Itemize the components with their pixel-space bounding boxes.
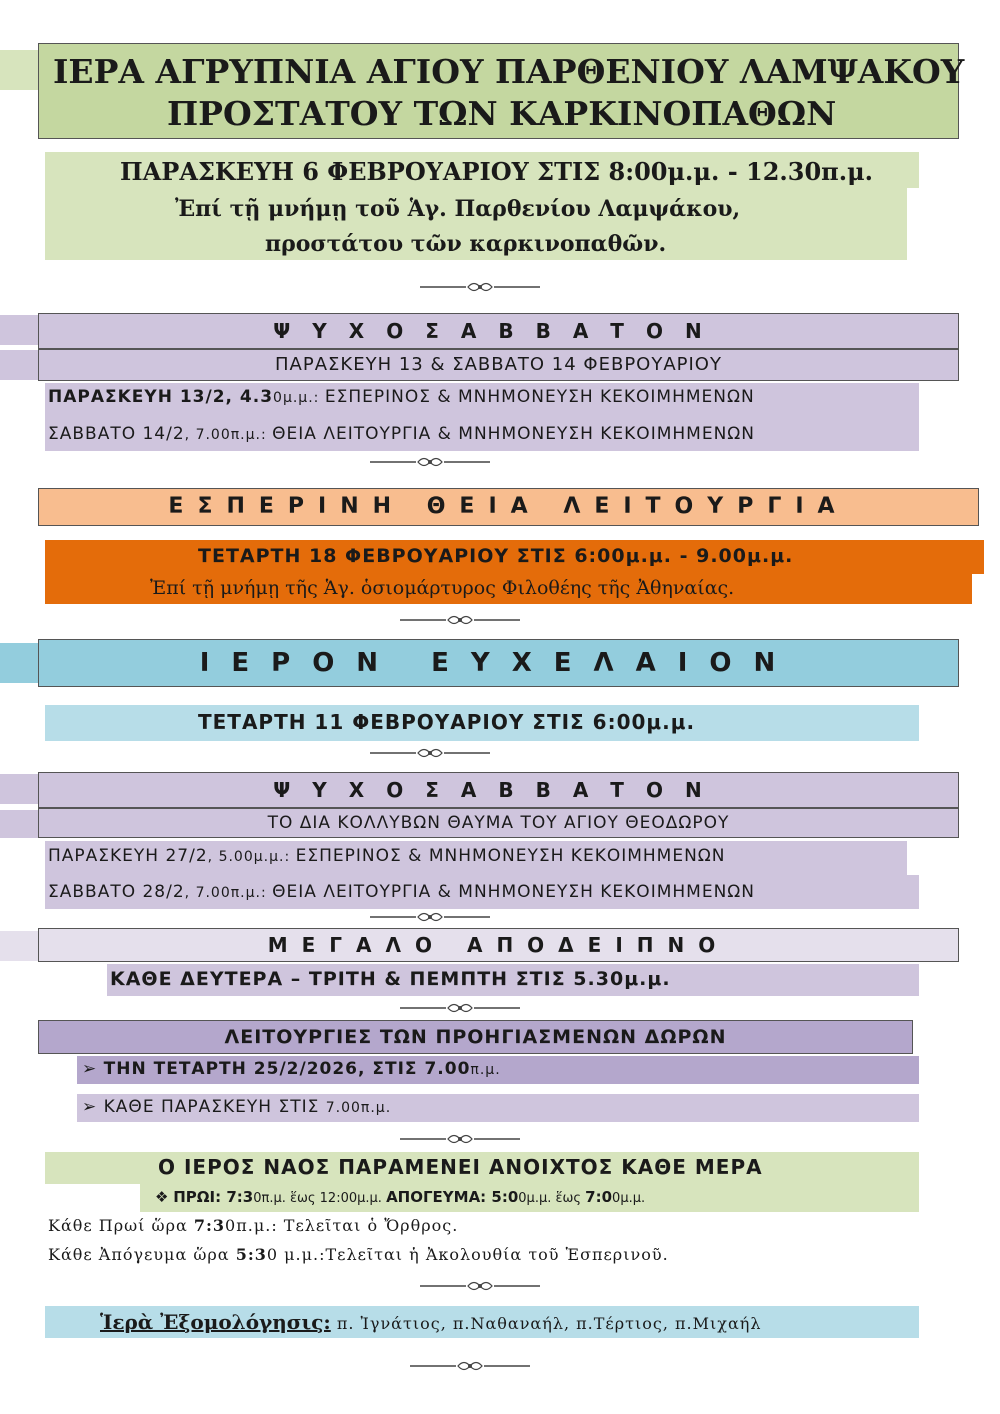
- left-accent-lavender-2: [0, 350, 38, 380]
- ornamental-divider-icon: [370, 455, 490, 469]
- arrow-bullet-icon: ➢: [82, 1097, 98, 1117]
- vigil-memory-line2: προστάτου τῶν καρκινοπαθῶν.: [265, 231, 667, 257]
- ornamental-divider-icon: [420, 280, 540, 294]
- presanctified-item1: ➢ ΤΗΝ ΤΕΤΑΡΤΗ 25/2/2026, ΣΤΙΣ 7.00π.μ.: [82, 1059, 501, 1079]
- psychosavvato1-subtitle: ΠΑΡΑΣΚΕΥΗ 13 & ΣΑΒΒΑΤΟ 14 ΦΕΒΡΟΥΑΡΙΟΥ: [275, 354, 722, 375]
- confession-priests: π. Ἰγνάτιος, π.Ναθαναήλ, π.Τέρτιος, π.Μιχαήλ: [330, 1314, 762, 1333]
- left-accent-lavender-3: [0, 774, 38, 804]
- psychosavvato1-title-box: [38, 313, 959, 349]
- presanctified-title-box: [38, 1020, 913, 1054]
- vigil-title-line1: ΙΕΡΑ ΑΓΡΥΠΝΙΑ ΑΓΙΟΥ ΠΑΡΘΕΝΙΟΥ ΛΑΜΨΑΚΟΥ: [53, 52, 965, 91]
- presanctified-item2: ➢ ΚΑΘΕ ΠΑΡΑΣΚΕΥΗ ΣΤΙΣ 7.00π.μ.: [82, 1097, 392, 1117]
- vigil-date: ΠΑΡΑΣΚΕΥΗ 6 ΦΕΒΡΟΥΑΡΙΟΥ ΣΤΙΣ 8:00μ.μ. - 12.30π.μ.: [120, 157, 873, 186]
- diamond-bullet-icon: ❖: [155, 1188, 169, 1206]
- psychosavvato1-line2: ΣΑΒΒΑΤΟ 14/2, 7.00π.μ.: ΘΕΙΑ ΛΕΙΤΟΥΡΓΙΑ & ΜΝΗΜΟΝΕΥΣΗ ΚΕΚΟΙΜΗΜΕΝΩΝ: [48, 424, 755, 444]
- euchelaion-title-box: [38, 639, 959, 687]
- left-accent-lavender-4: [0, 810, 38, 838]
- great-compline-schedule: ΚΑΘΕ ΔΕΥΤΕΡΑ – ΤΡΙΤΗ & ΠΕΜΠΤΗ ΣΤΙΣ 5.30μ.μ.: [110, 968, 671, 990]
- ornamental-divider-icon: [400, 613, 520, 627]
- great-compline-title: ΜΕΓΑΛΟ ΑΠΟΔΕΙΠΝΟ: [267, 933, 730, 957]
- psychosavvato2-title-box: [38, 772, 959, 808]
- psychosavvato1-subtitle-box: [38, 349, 959, 381]
- psychosavvato1-title: ΨΥΧΟΣΑΒΒΑΤΟΝ: [273, 319, 724, 343]
- open-church-hours: ❖ ΠΡΩΙ: 7:30π.μ. ἕως 12:00μ.μ. ΑΠΟΓΕΥΜΑ: 5:00μ.μ. ἕως 7:00μ.μ.: [155, 1188, 646, 1206]
- confession-label: Ἱερὰ Ἐξομολόγησις:: [100, 1310, 331, 1334]
- vigil-title-line2: ΠΡΟΣΤΑΤΟΥ ΤΩΝ ΚΑΡΚΙΝΟΠΑΘΩΝ: [167, 94, 837, 133]
- left-accent-lavender: [0, 315, 38, 345]
- ornamental-divider-icon: [420, 1279, 540, 1293]
- psychosavvato2-title: ΨΥΧΟΣΑΒΒΑΤΟΝ: [273, 778, 724, 802]
- left-accent-pale: [0, 931, 38, 961]
- ornamental-divider-icon: [400, 1001, 520, 1015]
- psychosavvato2-subtitle-box: [38, 808, 959, 838]
- ornamental-divider-icon: [410, 1359, 530, 1373]
- left-accent-teal: [0, 643, 38, 683]
- evening-liturgy-date: ΤΕΤΑΡΤΗ 18 ΦΕΒΡΟΥΑΡΙΟΥ ΣΤΙΣ 6:00μ.μ. - 9.00μ.μ.: [198, 545, 794, 567]
- psychosavvato2-subtitle: ΤΟ ΔΙΑ ΚΟΛΛΥΒΩΝ ΘΑΥΜΑ ΤΟΥ ΑΓΙΟΥ ΘΕΟΔΩΡΟΥ: [267, 813, 730, 833]
- vespers-line: Κάθε Ἀπόγευμα ὥρα 5:30 μ.μ.:Τελεῖται ἡ Ἀκολουθία τοῦ Ἑσπερινοῦ.: [48, 1245, 669, 1264]
- confession-line: [100, 1310, 761, 1334]
- open-church-title: Ο ΙΕΡΟΣ ΝΑΟΣ ΠΑΡΑΜΕΝΕΙ ΑΝΟΙΧΤΟΣ ΚΑΘΕ ΜΕΡΑ: [158, 1155, 763, 1179]
- evening-liturgy-memory: Ἐπί τῇ μνήμῃ τῆς Ἁγ. ὁσιομάρτυρος Φιλοθέης τῆς Ἀθηναίας.: [150, 577, 735, 599]
- vigil-title-box: [38, 43, 965, 139]
- psychosavvato2-line1: ΠΑΡΑΣΚΕΥΗ 27/2, 5.00μ.μ.: ΕΣΠΕΡΙΝΟΣ & ΜΝΗΜΟΝΕΥΣΗ ΚΕΚΟΙΜΗΜΕΝΩΝ: [48, 846, 726, 866]
- ornamental-divider-icon: [370, 910, 490, 924]
- left-accent-green: [0, 50, 38, 90]
- vigil-memory-line1: Ἐπί τῇ μνήμῃ τοῦ Ἁγ. Παρθενίου Λαμψάκου,: [175, 196, 741, 222]
- great-compline-title-box: [38, 928, 959, 962]
- psychosavvato2-line2: ΣΑΒΒΑΤΟ 28/2, 7.00π.μ.: ΘΕΙΑ ΛΕΙΤΟΥΡΓΙΑ & ΜΝΗΜΟΝΕΥΣΗ ΚΕΚΟΙΜΗΜΕΝΩΝ: [48, 882, 755, 902]
- arrow-bullet-icon: ➢: [82, 1059, 98, 1079]
- ornamental-divider-icon: [370, 746, 490, 760]
- ornamental-divider-icon: [400, 1132, 520, 1146]
- evening-liturgy-title-box: [38, 488, 979, 526]
- presanctified-title: ΛΕΙΤΟΥΡΓΙΕΣ ΤΩΝ ΠΡΟΗΓΙΑΣΜΕΝΩΝ ΔΩΡΩΝ: [224, 1026, 727, 1048]
- euchelaion-title: ΙΕΡΟΝ ΕΥΧΕΛΑΙΟΝ: [199, 648, 798, 678]
- psychosavvato1-line1: ΠΑΡΑΣΚΕΥΗ 13/2, 4.30μ.μ.: ΕΣΠΕΡΙΝΟΣ & ΜΝΗΜΟΝΕΥΣΗ ΚΕΚΟΙΜΗΜΕΝΩΝ: [48, 387, 755, 407]
- evening-liturgy-title: ΕΣΠΕΡΙΝΗ ΘΕΙΑ ΛΕΙΤΟΥΡΓΙΑ: [168, 494, 849, 519]
- orthros-line: Κάθε Πρωί ὥρα 7:30π.μ.: Τελεῖται ὁ Ὄρθρος.: [48, 1216, 459, 1235]
- euchelaion-date: ΤΕΤΑΡΤΗ 11 ΦΕΒΡΟΥΑΡΙΟΥ ΣΤΙΣ 6:00μ.μ.: [198, 710, 696, 734]
